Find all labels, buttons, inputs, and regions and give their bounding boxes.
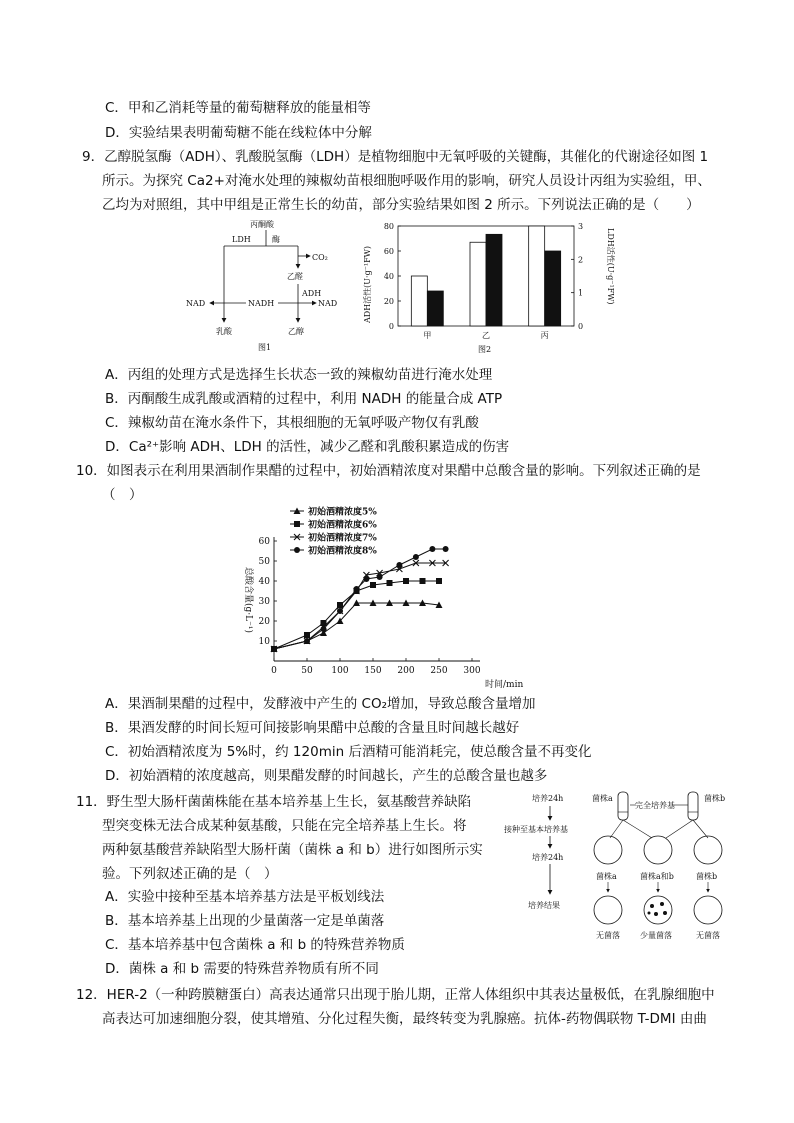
q10-y-tick-label: 10 <box>258 637 270 647</box>
fig2-ylabel-right: LDH活性(U·g⁻¹FW) <box>606 228 615 305</box>
fig2-tick-label-left: 0 <box>388 322 394 331</box>
q10-legend-label: 初始酒精浓度5% <box>308 507 377 518</box>
fig1-acetaldehyde: 乙醛 <box>287 272 303 281</box>
q11-colony <box>663 911 667 915</box>
fig2-bar <box>486 234 502 326</box>
fig2-tick-label-right: 1 <box>578 288 584 298</box>
q10-series-line <box>274 549 446 649</box>
q11-tube-b <box>688 792 698 820</box>
q10-data-point <box>321 626 327 632</box>
q9-option-b: B．丙酮酸生成乳酸或酒精的过程中，利用 NADH 的能量合成 ATP <box>105 391 503 407</box>
q11-option-d: D．菌株 a 和 b 需要的特殊营养物质有所不同 <box>105 961 379 977</box>
fig2-tick-label-right: 2 <box>578 255 584 265</box>
q10-legend-marker <box>294 521 300 527</box>
fig2-tick-label-left: 40 <box>383 272 394 281</box>
fig1-caption: 图1 <box>258 343 272 352</box>
q10-data-point <box>436 578 442 584</box>
q10-data-point <box>370 582 376 588</box>
fig1-nad-left: NAD <box>186 299 206 308</box>
fig2-ylabel-left: ADH活性(U·g⁻¹FW) <box>363 245 372 323</box>
q10-data-point <box>387 580 393 586</box>
fig2-category-label: 甲 <box>423 331 432 340</box>
q10-x-tick-label: 50 <box>301 666 313 676</box>
q10-data-point <box>354 586 360 592</box>
q11-stem-1: 11．野生型大肠杆菌菌株能在基本培养基上生长，氨基酸营养缺陷 <box>76 794 472 810</box>
q11-plate-label-ab: 菌株a和b <box>640 872 674 881</box>
q11-stem-4: 验。下列叙述正确的是（ ） <box>102 866 278 882</box>
q11-plate-bottom-b <box>694 896 722 924</box>
q11-option-c: C．基本培养基中包含菌株 a 和 b 的特殊营养物质 <box>105 937 405 953</box>
q11-result-b: 无菌落 <box>696 931 720 940</box>
q10-line-chart <box>240 505 530 695</box>
q10-data-point <box>363 576 369 582</box>
fig1-pyruvate: 丙酮酸 <box>250 220 274 229</box>
q11-tube-a-label: 菌株a <box>592 794 613 803</box>
q10-x-tick-label: 250 <box>430 666 448 676</box>
q10-y-tick-label: 40 <box>258 577 270 587</box>
q10-y-tick-label: 60 <box>258 537 270 547</box>
q10-legend-marker <box>294 547 300 553</box>
q11-plate-label-b: 菌株b <box>696 872 718 881</box>
q9-stem-3: 乙均为对照组，其中甲组是正常生长的幼苗，部分实验结果如图 2 所示。下列说法正确的是（ ） <box>102 197 700 213</box>
q10-option-a: A．果酒制果醋的过程中，发酵液中产生的 CO₂增加，导致总酸含量增加 <box>105 696 536 712</box>
q11-step3: 培养24h <box>532 853 564 862</box>
q10-option-b: B．果酒发酵的时间长短可间接影响果醋中总酸的含量且时间越长越好 <box>105 720 520 736</box>
q11-figure <box>500 790 730 950</box>
q11-colony <box>650 904 654 908</box>
q10-x-tick-label: 200 <box>397 666 415 676</box>
fig1-adh: ADH <box>302 289 322 298</box>
q12-line-1: 12．HER-2（一种跨膜糖蛋白）高表达通常只出现于胎儿期，正常人体组织中其表达量极低，在乳腺细胞中 <box>76 987 715 1003</box>
q11-option-a: A．实验中接种至基本培养基方法是平板划线法 <box>105 889 385 905</box>
q10-data-point <box>429 546 435 552</box>
q9-stem-1: 9．乙醇脱氢酶（ADH）、乳酸脱氢酶（LDH）是植物细胞中无氧呼吸的关键酶，其催化的代谢途径如图 1 <box>82 149 709 165</box>
q10-data-point <box>271 646 277 652</box>
q10-y-tick-label: 30 <box>258 597 270 607</box>
fig2-category-label: 乙 <box>482 331 490 340</box>
q8-option-d: D．实验结果表明葡萄糖不能在线粒体中分解 <box>105 125 372 141</box>
q11-option-b: B．基本培养基上出现的少量菌落一定是单菌落 <box>105 913 385 929</box>
q9-option-a: A．丙组的处理方式是选择生长状态一致的辣椒幼苗进行淹水处理 <box>105 367 493 383</box>
q12-line-2: 高表达可加速细胞分裂，使其增殖、分化过程失衡，最终转变为乳腺癌。抗体-药物偶联物 T-DMI 由曲 <box>102 1011 707 1027</box>
fig2-bar <box>470 242 486 326</box>
q10-y-tick-label: 20 <box>258 617 270 627</box>
q8-option-c: C．甲和乙消耗等量的葡萄糖释放的能量相等 <box>105 100 371 116</box>
q11-step2: 接种至基本培养基 <box>504 825 568 834</box>
q10-data-point <box>337 602 343 608</box>
q10-x-tick-label: 300 <box>463 666 481 676</box>
q10-ylabel: 总酸含量(g·L⁻¹) <box>243 567 253 633</box>
fig1-ldh: LDH <box>232 235 251 244</box>
q10-data-point <box>337 608 343 614</box>
q11-plate-top-a <box>594 836 622 864</box>
q10-data-point <box>377 574 383 580</box>
q9-option-d: D．Ca²⁺影响 ADH、LDH 的活性，减少乙醛和乳酸积累造成的伤害 <box>105 439 510 455</box>
q10-data-point <box>413 554 419 560</box>
fig2-bar <box>427 291 443 326</box>
q10-legend-label: 初始酒精浓度8% <box>308 546 377 557</box>
q10-data-point <box>403 578 409 584</box>
q10-stem-1: 10．如图表示在利用果酒制作果醋的过程中，初始酒精浓度对果醋中总酸含量的影响。下列叙述正确的是 <box>76 463 701 479</box>
q11-stem-2: 型突变株无法合成某种氨基酸，只能在完全培养基上生长。将 <box>102 818 467 834</box>
fig2-category-label: 丙 <box>540 331 549 340</box>
q11-stem-3: 两种氨基酸营养缺陷型大肠杆菌（菌株 a 和 b）进行如图所示实 <box>102 842 483 858</box>
q11-step1: 培养24h <box>532 794 564 803</box>
q9-figure-1 <box>180 216 350 356</box>
q9-option-c: C．辣椒幼苗在淹水条件下，其根细胞的无氧呼吸产物仅有乳酸 <box>105 415 479 431</box>
fig1-lactate: 乳酸 <box>216 327 232 336</box>
fig2-tick-label-right: 0 <box>578 322 584 331</box>
q11-result-a: 无菌落 <box>596 931 620 940</box>
fig2-tick-label-left: 20 <box>383 297 394 306</box>
fig2-bar <box>545 251 561 326</box>
q11-colony <box>648 912 651 915</box>
q10-option-c: C．初始酒精浓度为 5%时，约 120min 后酒精可能消耗完，使总酸含量不再变化 <box>105 744 592 760</box>
q10-data-point <box>443 546 449 552</box>
q10-option-d: D．初始酒精的浓度越高，则果醋发酵的时间越长，产生的总酸含量也越多 <box>105 768 548 784</box>
q11-colony <box>654 912 658 916</box>
q11-result-ab: 少量菌落 <box>640 931 672 940</box>
fig1-ethanol: 乙醇 <box>288 327 304 336</box>
q10-data-point <box>396 562 402 568</box>
q11-complete-medium: 完全培养基 <box>635 801 675 810</box>
fig2-tick-label-left: 80 <box>383 222 394 231</box>
q10-x-tick-label: 150 <box>364 666 382 676</box>
q11-tube-b-label: 菌株b <box>704 794 726 803</box>
q10-legend-label: 初始酒精浓度6% <box>308 520 377 531</box>
fig2-bar <box>529 226 545 326</box>
q11-plate-top-ab <box>644 836 672 864</box>
q10-xlabel: 时间/min <box>485 680 524 690</box>
fig1-co2: CO₂ <box>312 253 328 262</box>
q11-result-label: 培养结果 <box>528 901 560 910</box>
q11-colony <box>660 902 664 906</box>
fig2-tick-label-left: 60 <box>383 247 394 256</box>
q11-plate-top-b <box>694 836 722 864</box>
fig1-enzyme: 酶 <box>272 235 280 244</box>
fig2-tick-label-right: 3 <box>578 222 584 231</box>
q9-figure-2-bar-chart <box>360 218 615 356</box>
fig1-nadh: NADH <box>248 299 275 308</box>
q10-data-point <box>304 632 310 638</box>
fig1-nad-right: NAD <box>318 299 338 308</box>
q10-y-tick-label: 50 <box>258 557 270 567</box>
fig2-bar <box>411 276 427 326</box>
q10-legend-label: 初始酒精浓度7% <box>308 533 377 544</box>
q10-stem-2: （ ） <box>102 487 143 503</box>
q11-plate-bottom-a <box>594 896 622 924</box>
fig2-caption: 图2 <box>478 345 492 354</box>
q10-data-point <box>420 578 426 584</box>
q10-x-tick-label: 0 <box>271 666 277 676</box>
q9-stem-2: 所示。为探究 Ca2+对淹水处理的辣椒幼苗根细胞呼吸作用的影响，研究人员设计丙组为实验组，甲、 <box>102 173 711 189</box>
q10-x-tick-label: 100 <box>331 666 349 676</box>
q10-data-point <box>304 638 310 644</box>
q11-plate-bottom-ab <box>644 896 672 924</box>
q11-tube-a <box>618 792 628 820</box>
q10-series-line <box>274 603 439 649</box>
q11-plate-label-a: 菌株a <box>596 872 617 881</box>
